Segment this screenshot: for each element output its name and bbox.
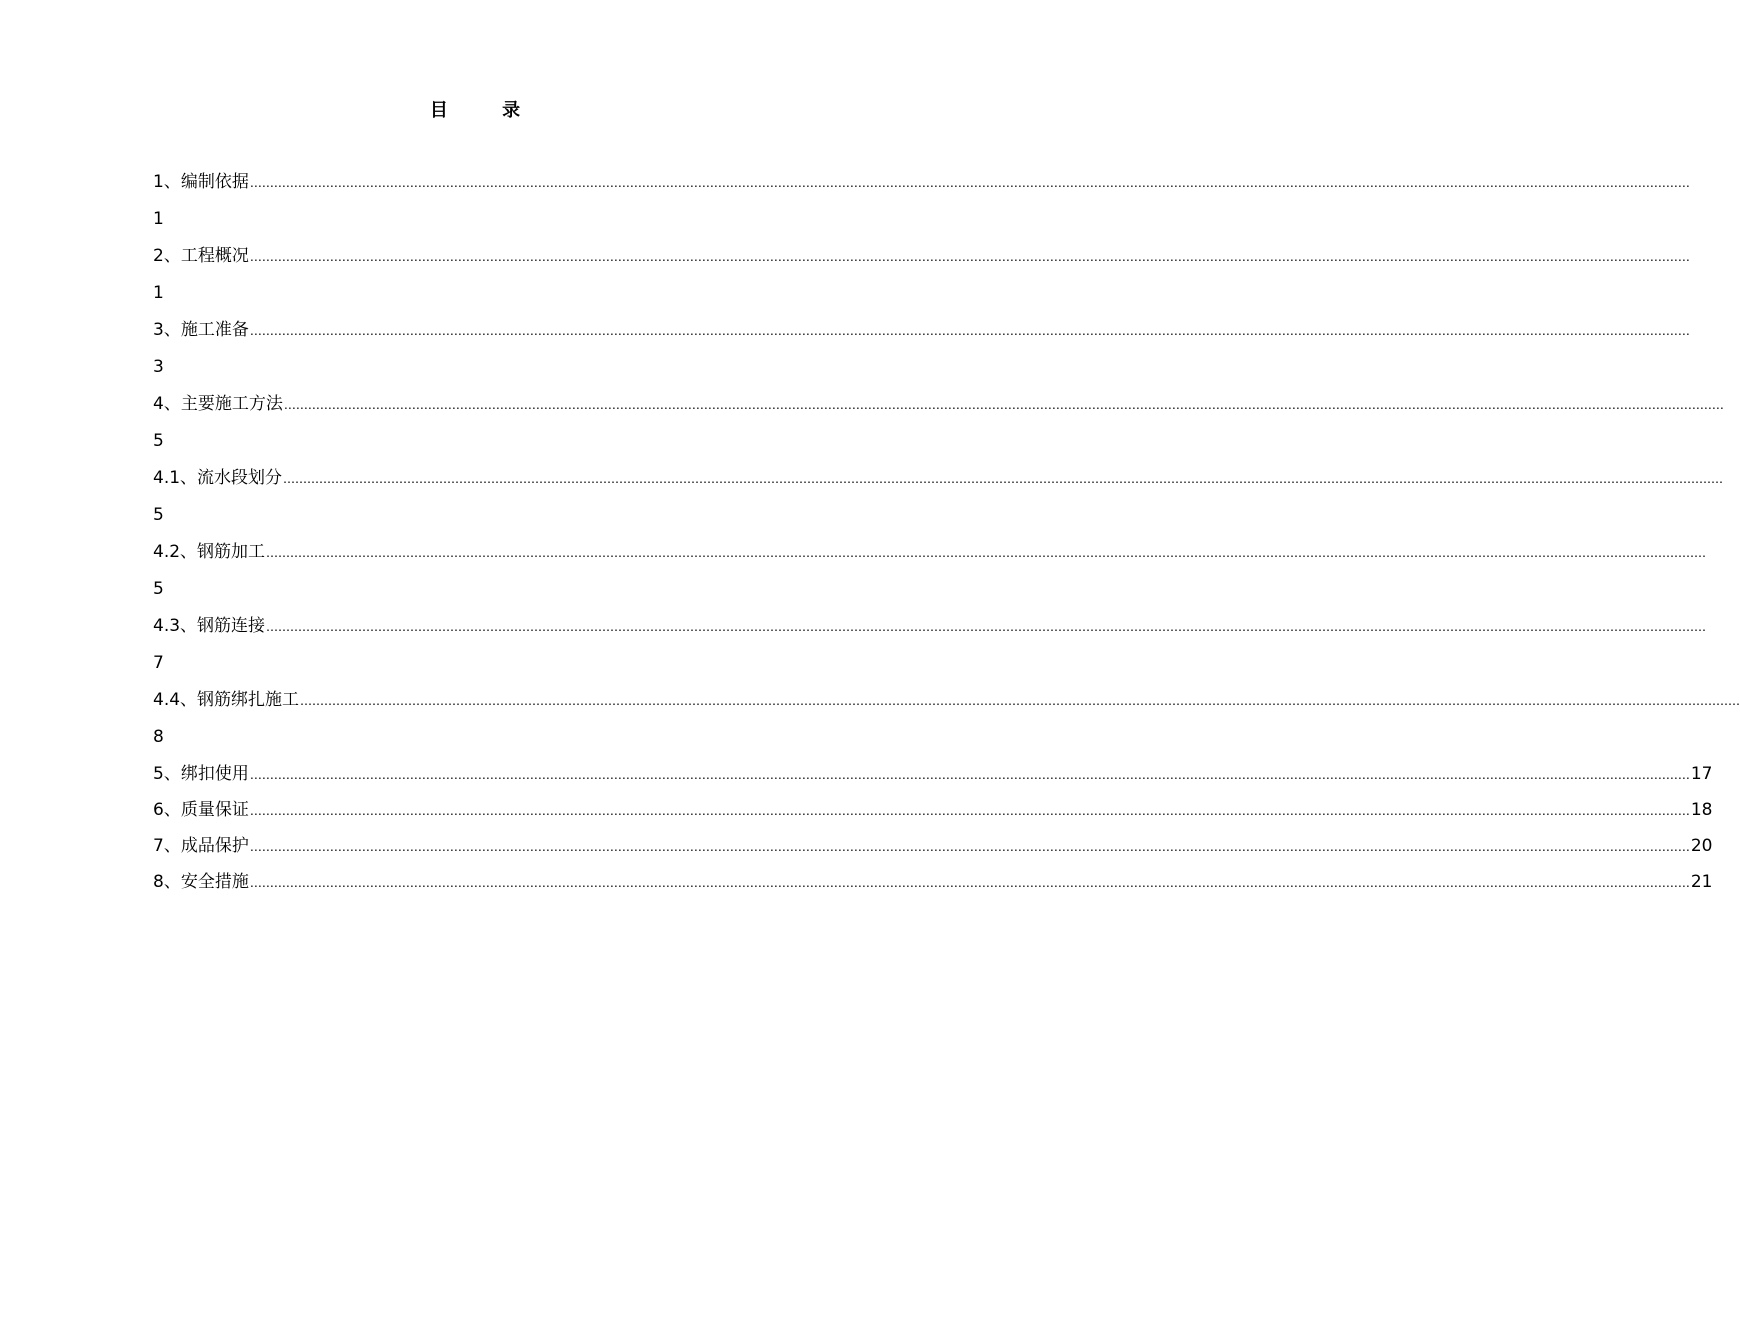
toc-entry-page-number: 21 — [1690, 872, 1713, 892]
toc-entry-label: 5、绑扣使用 — [153, 764, 249, 784]
toc-entry-label: 2、工程概况 — [153, 246, 249, 266]
toc-entry — [153, 798, 1713, 822]
toc-entry-line — [153, 318, 1690, 342]
toc-entry-line — [153, 466, 1724, 490]
toc-entry-line — [153, 870, 1713, 894]
toc-entry-label: 6、质量保证 — [153, 800, 249, 820]
toc-entry — [153, 392, 1724, 453]
toc-entry — [153, 614, 1707, 675]
dot-leader: ……………………………………………………………………………………………………………………………………………………………………………………………………………………………………………………………………………………………………………………………… — [249, 176, 1690, 190]
dot-leader: ……………………………………………………………………………………………………………………………………………………………………………………………………………………………………………………………………………………………………………………………… — [249, 768, 1690, 782]
toc-entry-page-number: 5 — [153, 431, 164, 451]
toc-entry-page-number: 5 — [153, 505, 164, 525]
dot-leader: ……………………………………………………………………………………………………………………………………………………………………………………………………………………………………………………………………………………………………………………………… — [249, 804, 1690, 818]
toc-entry-line — [153, 540, 1707, 564]
dot-leader: ……………………………………………………………………………………………………………………………………………………………………………………………………………………………………………………………………………………………………………………………… — [249, 840, 1690, 854]
toc-entry-label: 4.2、钢筋加工 — [153, 542, 266, 562]
toc-entry-page-number: 3 — [153, 357, 164, 377]
toc-entry-line — [153, 762, 1713, 786]
toc-title: 目 录 — [429, 100, 545, 121]
toc-entry-label: 7、成品保护 — [153, 836, 249, 856]
toc-entry-page-number: 20 — [1690, 836, 1713, 856]
toc-entry-line — [153, 170, 1690, 194]
dot-leader: ……………………………………………………………………………………………………………………………………………………………………………………………………………………………………………………………………………………………………………………………… — [283, 398, 1724, 412]
toc-entry-line — [153, 614, 1707, 638]
toc-entry-label: 3、施工准备 — [153, 320, 249, 340]
toc-entry-label: 4.3、钢筋连接 — [153, 616, 266, 636]
toc-entry-page-number: 18 — [1690, 800, 1713, 820]
toc-entry-line — [153, 798, 1713, 822]
toc-entry-label: 1、编制依据 — [153, 172, 249, 192]
toc-entry-line — [153, 834, 1713, 858]
table-of-contents — [153, 170, 1740, 906]
toc-entry — [153, 244, 1690, 305]
toc-entry — [153, 540, 1707, 601]
toc-entry-page-number: 1 — [153, 209, 164, 229]
toc-entry — [153, 170, 1690, 231]
toc-entry-page-number: 1 — [153, 283, 164, 303]
dot-leader: ……………………………………………………………………………………………………………………………………………………………………………………………………………………………………………………………………………………………………………………………… — [266, 546, 1707, 560]
dot-leader: ……………………………………………………………………………………………………………………………………………………………………………………………………………………………………………………………………………………………………………………………… — [283, 472, 1724, 486]
toc-entry-page-number: 8 — [153, 727, 164, 747]
toc-entry-page-number: 17 — [1690, 764, 1713, 784]
toc-entry-label: 4.1、流水段划分 — [153, 468, 283, 488]
toc-entry-label: 4、主要施工方法 — [153, 394, 283, 414]
toc-entry-page-number: 5 — [153, 579, 164, 599]
toc-entry-line — [153, 244, 1690, 268]
dot-leader: ……………………………………………………………………………………………………………………………………………………………………………………………………………………………………………………………………………………………………………………………… — [300, 694, 1740, 708]
toc-entry-label: 8、安全措施 — [153, 872, 249, 892]
toc-entry — [153, 870, 1713, 894]
toc-entry — [153, 466, 1724, 527]
dot-leader: ……………………………………………………………………………………………………………………………………………………………………………………………………………………………………………………………………………………………………………………………… — [249, 324, 1690, 338]
toc-entry — [153, 318, 1690, 379]
dot-leader: ……………………………………………………………………………………………………………………………………………………………………………………………………………………………………………………………………………………………………………………………… — [266, 620, 1707, 634]
toc-entry — [153, 834, 1713, 858]
toc-entry-page-number: 7 — [153, 653, 164, 673]
toc-entry-line — [153, 392, 1724, 416]
toc-entry-line — [153, 688, 1740, 712]
toc-entry — [153, 762, 1713, 786]
dot-leader: ……………………………………………………………………………………………………………………………………………………………………………………………………………………………………………………………………………………………………………………………… — [249, 250, 1690, 264]
dot-leader: ……………………………………………………………………………………………………………………………………………………………………………………………………………………………………………………………………………………………………………………………… — [249, 876, 1690, 890]
toc-entry — [153, 688, 1740, 749]
toc-entry-label: 4.4、钢筋绑扎施工 — [153, 690, 300, 710]
